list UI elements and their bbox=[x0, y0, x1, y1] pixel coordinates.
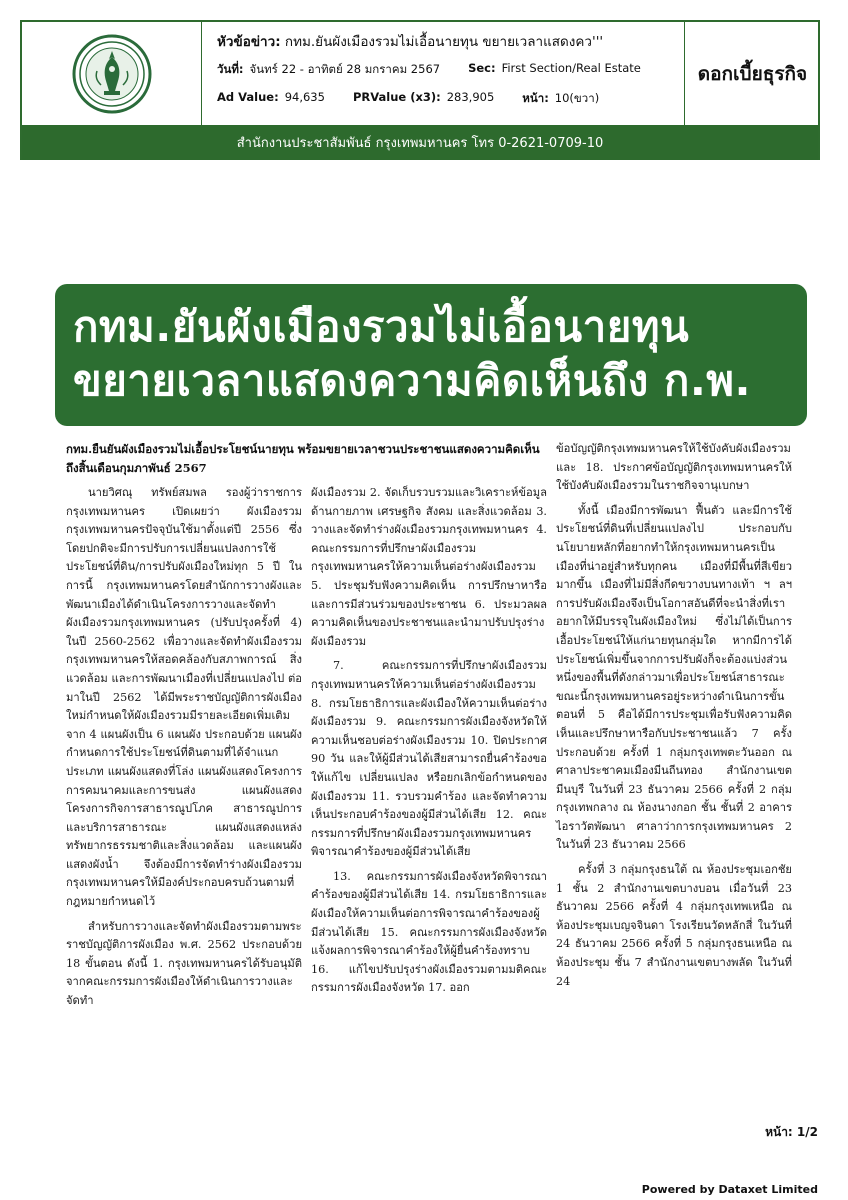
paragraph: 13. คณะกรรมการผังเมืองจังหวัดพิจารณาคำร้องของผู้มีส่วนได้เสีย 14. กรมโยธาธิการและผังเมืองให้ความเห็นต่อการพิจารณาคำร้องของผู้มีส่วนได้เสีย 15. คณะกรรมการผังเมืองจังหวัดแจ้งผลการพิจารณาคำร้องให้ผู้ยื่นคำร้องทราบ 16. แก้ไขปรับปรุงร่างผังเมืองรวมตามมติคณะกรรมการผังเมืองจังหวัด 17. ออก bbox=[311, 869, 547, 995]
paragraph: นายวิศณุ ทรัพย์สมพล รองผู้ว่าราชการกรุงเทพมหานคร เปิดเผยว่า ผังเมืองรวมกรุงเทพมหานครปัจจุบันใช้มาตั้งแต่ปี 2556 ซึ่งโดยปกติจะมีการปรับการเปลี่ยนแปลงการใช้ประโยชน์ที่ดิน/การปรับผังเมืองใหม่ทุก 5 ปี ในการนี้ กรุงเทพมหานครโดยสำนักการวางผังและพัฒนาเมืองได้ดำเนินโครงการวางและจัดทำผังเมืองรวมกรุงเทพมหานคร (ปรับปรุงครั้งที่ 4) ในปี 2560-2562 เพื่อวางและจัดทำผังเมืองรวมกรุงเทพมหานครให้สอดคล้องกับสภาพการณ์ สิ่งแวดล้อม และการพัฒนาเมืองที่เปลี่ยนแปลงไป ต่อมาในปี 2562 ได้มีพระราชบัญญัติการผังเมืองใหม่กำหนดให้ผังเมืองรวมมีรายละเอียดเพิ่มเติม จาก 4 แผนผังเป็น 6 แผนผัง ประกอบด้วย แผนผังกำหนดการใช้ประโยชน์ที่ดินตามที่ได้จำแนกประเภท แผนผังแสดงที่โล่ง แผนผังแสดงโครงการการคมนาคมและการขนส่ง แผนผังแสดงโครงการกิจการสาธารณูปโภค สาธารณูปการ และบริการสาธารณะ แผนผังแสดงแหล่งทรัพยากรธรรมชาติและสิ่งแวดล้อม และแผนผังแสดงผังน้ำ จึงต้องมีการจัดทำร่างผังเมืองรวมกรุงเทพมหานครให้มีองค์ประกอบครบถ้วนตามที่กฎหมายกำหนดไว้ bbox=[66, 486, 302, 909]
bangkok-city-seal-icon bbox=[71, 33, 153, 115]
paragraph: ทั้งนี้ เมืองมีการพัฒนา ฟื้นตัว และมีการใช้ประโยชน์ที่ดินที่เปลี่ยนแปลงไป ประกอบกับนโยบายหลักที่อยากทำให้กรุงเทพมหานครเป็นเมืองที่น่าอยู่สำหรับทุกคน เมืองที่มีพื้นที่สีเขียวมากขึ้น เมืองที่ไม่มีสิ่งกีดขวางบนทางเท้า ฯ ลฯ การปรับผังเมืองจึงเป็นโอกาสอันดีที่จะนำสิ่งที่เราอยากให้มีบรรจุในผังเมืองใหม่ ซึ่งไม่ได้เป็นการเอื้อประโยชน์ให้แก่นายทุนกลุ่มใด หากมีการได้ประโยชน์เพิ่มขึ้นจากการปรับผังก็จะต้องแบ่งส่วนหนึ่งของพื้นที่ดังกล่าวมาเพื่อประโยชน์สาธารณะ ขณะนี้กรุงเทพมหานครอยู่ระหว่างดำเนินการขั้นตอนที่ 5 คือได้มีการประชุมเพื่อรับฟังความคิดเห็นและปรึกษาหารือกับประชาชนแล้ว 7 ครั้ง ประกอบด้วย ครั้งที่ 1 กลุ่มกรุงเทพตะวันออก ณ ศาลาประชาคมเมืองมีนถีนทอง สำนักงานเขตมีนบุรี ในวันที่ 23 ธันวาคม 2566 ครั้งที่ 2 กลุ่มกรุงเทพกลาง ณ ห้องนางกอก ชั้น ชั้นที่ 2 อาคารไอราวัตพัฒนา ศาลาว่าการกรุงเทพมหานคร 2 ในวันที่ 23 ธันวาคม 2566 bbox=[556, 503, 792, 852]
page-label: หน้า: bbox=[522, 91, 549, 105]
date-row bbox=[217, 61, 683, 79]
value-row bbox=[217, 90, 683, 108]
date-label: วันที่: bbox=[217, 62, 244, 76]
paragraph: 7. คณะกรรมการที่ปรึกษาผังเมืองรวมกรุงเทพมหานครให้ความเห็นต่อร่างผังเมืองรวม 8. กรมโยธาธิการและผังเมืองให้ความเห็นต่อร่างผังเมืองรวม 9. คณะกรรมการผังเมืองจังหวัดให้ความเห็นชอบต่อร่างผังเมืองรวม 10. ปิดประกาศ 90 วัน และให้ผู้มีส่วนได้เสียสามารถยื่นคำร้องขอให้แก้ไข เปลี่ยนแปลง หรือยกเลิกข้อกำหนดของผังเมืองรวม 11. รวบรวมคำร้อง และจัดทำความเห็นประกอบคำร้องของผู้มีส่วนได้เสีย 12. คณะกรรมการที่ปรึกษาผังเมืองรวมกรุงเทพมหานครพิจารณาคำร้องของผู้มีส่วนได้เสีย bbox=[311, 659, 547, 859]
headline-banner bbox=[55, 284, 807, 426]
date-value: จันทร์ 22 - อาทิตย์ 28 มกราคม 2567 bbox=[249, 62, 441, 76]
title-label: หัวข้อข่าว: bbox=[217, 34, 281, 50]
paragraph: สำหรับการวางและจัดทำผังเมืองรวมตามพระราชบัญญัติการผังเมือง พ.ศ. 2562 ประกอบด้วย 18 ขั้นตอน ดังนี้ 1. กรุงเทพมหานครได้รับอนุมัติจากคณะกรรมการผังเมืองให้ดำเนินการวางและจัดทำ bbox=[66, 919, 302, 1008]
page-value: 10(ขวา) bbox=[554, 91, 600, 105]
headline-meta bbox=[217, 30, 683, 52]
ad-value-label: Ad Value: bbox=[217, 90, 279, 104]
powered-by: Powered by Dataxet Limited bbox=[641, 1183, 818, 1196]
article-lede: กทม.ยืนยันผังเมืองรวมไม่เอื้อประโยชน์นายทุน พร้อมขยายเวลาชวนประชาชนแสดงความคิดเห็นถึงสิ้นเดือนกุมภาพันธ์ 2567 bbox=[66, 442, 540, 475]
page-number: หน้า: 1/2 bbox=[765, 1125, 818, 1139]
title-value: กทม.ยันผังเมืองรวมไม่เอื้อนายทุน ขยายเวลาแสดงคว''' bbox=[284, 34, 604, 50]
paragraph: ครั้งที่ 3 กลุ่มกรุงธนใต้ ณ ห้องประชุมเอกชัย 1 ชั้น 2 สำนักงานเขตบางบอน เมื่อวันที่ 23 ธันวาคม 2566 ครั้งที่ 4 กลุ่มกรุงเทพเหนือ ณ ห้องประชุมเบญจจินดา โรงเรียนวัดหลักสี่ ในวันที่ 24 ธันวาคม 2566 ครั้งที่ 5 กลุ่มกรุงธนเหนือ ณ ห้องประชุม ชั้น 7 สำนักงานเขตบางพลัด ในวันที่ 24 bbox=[556, 863, 792, 988]
ad-value: 94,635 bbox=[284, 90, 325, 104]
article-column-3 bbox=[556, 440, 792, 997]
headline-line-2: ขยายเวลาแสดงความคิดเห็นถึง ก.พ. bbox=[73, 356, 751, 405]
headline-line-1: กทม.ยันผังเมืองรวมไม่เอื้อนายทุน bbox=[73, 302, 690, 351]
section-value: First Section/Real Estate bbox=[501, 61, 641, 75]
logo-cell bbox=[22, 22, 202, 125]
publication-cell bbox=[684, 22, 820, 125]
agency-bar bbox=[22, 125, 818, 160]
paragraph: ผังเมืองรวม 2. จัดเก็บรวบรวมและวิเคราะห์ข้อมูลด้านกายภาพ เศรษฐกิจ สังคม และสิ่งแวดล้อม 3. วางและจัดทำร่างผังเมืองรวมกรุงเทพมหานคร 4. คณะกรรมการที่ปรึกษาผังเมืองรวมกรุงเทพมหานครให้ความเห็นต่อร่างผังเมืองรวม 5. ประชุมรับฟังความคิดเห็น การปรึกษาหารือ และการมีส่วนร่วมของประชาชน 6. ประมวลผลความคิดเห็นของประชาชนและนำมาปรับปรุงร่างผังเมืองรวม bbox=[311, 486, 547, 648]
article-column-1 bbox=[66, 440, 302, 1017]
article-column-2 bbox=[311, 484, 547, 1004]
clipping-info bbox=[203, 22, 683, 125]
section-label: Sec: bbox=[468, 61, 496, 75]
clipping-header bbox=[20, 20, 820, 160]
paragraph: ข้อบัญญัติกรุงเทพมหานครให้ใช้บังคับผังเมืองรวมและ 18. ประกาศข้อบัญญัติกรุงเทพมหานครให้ใช้บังคับผังเมืองรวมในราชกิจจานุเบกษา bbox=[556, 442, 792, 493]
publication-name: ดอกเบี้ยธุรกิจ bbox=[697, 62, 808, 85]
pr-value-label: PRValue (x3): bbox=[352, 90, 441, 104]
pr-value: 283,905 bbox=[446, 90, 495, 104]
article-body bbox=[66, 440, 792, 1008]
agency-text: สำนักงานประชาสัมพันธ์ กรุงเทพมหานคร โทร 0-2621-0709-10 bbox=[236, 136, 604, 151]
